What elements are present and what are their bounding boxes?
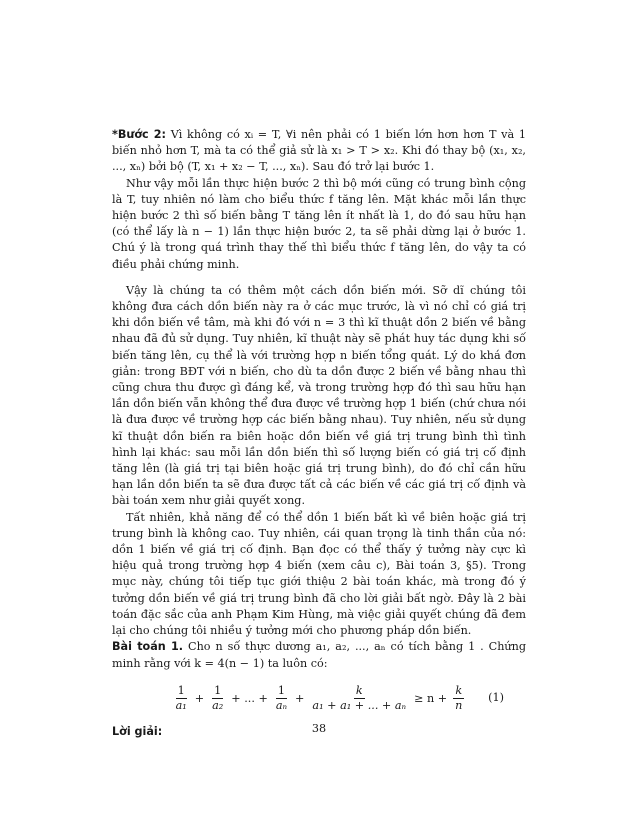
problem-statement bbox=[112, 639, 526, 671]
numerator: 1 bbox=[277, 684, 285, 698]
step2-label: *Bước 2: bbox=[112, 128, 166, 141]
numerator: k bbox=[355, 684, 363, 698]
geq-n-plus: ≥ n + bbox=[414, 692, 448, 706]
numerator: 1 bbox=[214, 684, 222, 698]
fraction-1-over-an bbox=[274, 684, 289, 713]
plus-sign: + bbox=[295, 692, 305, 706]
denominator: a₁ + a₁ + ... + aₙ bbox=[312, 699, 407, 713]
page-content bbox=[112, 127, 526, 740]
problem-label: Bài toán 1. bbox=[112, 640, 184, 654]
denominator: aₙ bbox=[275, 699, 288, 713]
paragraph-method-discussion: Vậy là chúng ta có thêm một cách dồn biến mới. Sỡ dĩ chúng tôi không đưa cách dồn biến này ra ở các mục trước, là vì nó chỉ có giá trị khi dồn biến về tâm, mà khi đó với n = 3 thì kĩ thuật dồn 2 biến về bằng nhau đã đủ sử dụng. Tuy nhiên, kĩ thuật này sẽ phát huy tác dụng khi số biến tăng lên, cụ thể là với trường hợp n biến tổng quát. Lý do khá đơn giản: trong BĐT với n biến, cho dù ta dồn được 2 biến về bằng nhau thì cũng chưa thu được gì đáng kể, và trong trường hợp đó thì sau hữu hạn lần dồn biến vẫn không thể đưa được về trường hợp 1 biến (chứ chưa nói là đưa được về trường hợp các biến bằng nhau). Tuy nhiên, nếu sử dụng kĩ thuật dồn biến ra biên hoặc dồn biến về giá trị trung bình thì tình hình lại khác: sau mỗi lần dồn biến thì số lượng biến có giá trị cố định tăng lên (là giá trị tại biên hoặc giá trị trung bình), do đó chỉ cần hữu hạn lần dồn biến ta sẽ đưa được tất cả các biến về các giá trị cố định và bài toán xem như giải quyết xong. bbox=[112, 283, 526, 508]
fraction-k-over-sum bbox=[310, 684, 408, 713]
fraction-1-over-a1 bbox=[174, 684, 189, 713]
denominator: a₂ bbox=[212, 699, 224, 713]
denominator: a₁ bbox=[175, 699, 187, 713]
step2-text-1: Vì không có xᵢ = T, ∀i nên phải có 1 biến lớn hơn hơn T và 1 biến nhỏ hơn T, mà ta có thể giả sử là x₁ > T > x₂. Khi đó thay bộ (x₁, x₂, ..., xₙ) bởi bộ (T, x₁ + x₂ − T, ..., xₙ). Sau đó trở lại bước 1. bbox=[112, 128, 526, 174]
page-number: 38 bbox=[311, 722, 327, 735]
ellipsis-sum: + ... + bbox=[231, 692, 268, 706]
solution-label: Lời giải: bbox=[112, 724, 163, 738]
equation-number: (1) bbox=[488, 690, 504, 704]
denominator: n bbox=[455, 699, 463, 713]
fraction-k-over-n bbox=[453, 684, 464, 713]
paragraph-fixed-value-idea: Tất nhiên, khả năng để có thể dồn 1 biến bất kì về biên hoặc giá trị trung bình là không cao. Tuy nhiên, cái quan trọng là tinh thần của nó: dồn 1 biến về giá trị cố định. Bạn đọc có thể thấy ý tưởng này cực kì hiệu quả trong trường hợp 4 biến (xem câu c), Bài toán 3, §5). Trong mục này, chúng tôi tiếp tục giới thiệu 2 bài toán khác, mà trong đó ý tưởng dồn biến về giá trị trung bình đã cho lời giải bất ngờ. Đây là 2 bài toán đặc sắc của anh Phạm Kim Hùng, mà việc giải quyết chúng đã đem lại cho chúng tôi nhiều ý tưởng mới cho phương pháp dồn biến. bbox=[112, 510, 526, 638]
problem-text: Cho n số thực dương a₁, a₂, ..., aₙ có tích bằng 1 . Chứng minh rằng với k = 4(n − 1) ta luôn có: bbox=[112, 640, 526, 670]
plus-sign: + bbox=[194, 692, 205, 706]
numerator: 1 bbox=[177, 684, 185, 698]
inequality-formula bbox=[112, 678, 526, 720]
numerator: k bbox=[455, 684, 463, 698]
step2-paragraph-2: Như vậy mỗi lần thực hiện bước 2 thì bộ mới cũng có trung bình cộng là T, tuy nhiên nó làm cho biểu thức f tăng lên. Mặt khác mỗi lần thực hiện bước 2 thì số biến bằng T tăng lên ít nhất là 1, do đó sau hữu hạn (có thể lấy là n − 1) lần thực hiện bước 2, ta sẽ phải dừng lại ở bước 1. Chú ý là trong quá trình thay thế thì biểu thức f tăng lên, do vậy ta có điều phải chứng minh. bbox=[112, 176, 526, 271]
step2-paragraph-1 bbox=[112, 127, 526, 176]
fraction-1-over-a2 bbox=[210, 684, 225, 713]
